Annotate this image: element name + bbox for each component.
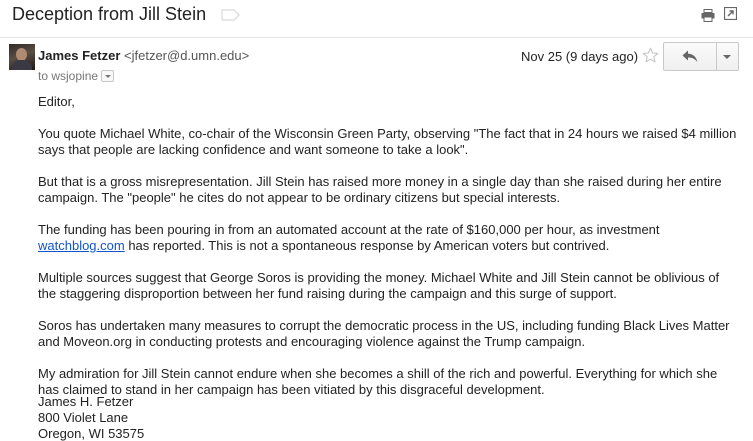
- sender-line: [38, 48, 249, 63]
- email-subject: Deception from Jill Stein: [12, 4, 207, 24]
- reply-icon: [682, 50, 698, 63]
- watchblog-link[interactable]: watchblog.com: [38, 238, 125, 253]
- email-body: [38, 94, 738, 414]
- header-divider: [0, 37, 753, 38]
- reply-button[interactable]: [664, 43, 717, 70]
- star-icon[interactable]: [642, 47, 659, 64]
- body-paragraph-4: Multiple sources suggest that George Soros is providing the money. Michael White and Jill Stein cannot be oblivious of the staggering disproportion between her fund raising during the campaign and this surge of support.: [38, 270, 720, 301]
- recipient-text: to wsjopine: [38, 69, 99, 83]
- subject-bar: [0, 0, 753, 36]
- body-greeting: Editor,: [38, 94, 75, 109]
- avatar-body: [12, 60, 32, 70]
- signature-city: Oregon, WI 53575: [38, 426, 145, 441]
- email-date: Nov 25 (9 days ago): [521, 49, 639, 64]
- body-paragraph-5: Soros has undertaken many measures to corrupt the democratic process in the US, including funding Black Lives Matter and Moveon.org in conducting protests and encouraging violence against the Trump campaign.: [38, 318, 730, 349]
- body-paragraph-3-start: The funding has been pouring in from an automated account at the rate of $160,000 per hour, as investment: [38, 222, 660, 237]
- body-paragraph-2: But that is a gross misrepresentation. Jill Stein has raised more money in a single day than she raised during her entire campaign. The "people" he cites do not appear to be ordinary citizens but special interests.: [38, 174, 722, 205]
- show-details-dropdown[interactable]: [101, 70, 114, 82]
- body-paragraph-3-end: has reported. This is not a spontaneous response by American voters but contrived.: [124, 238, 610, 253]
- label-tag-icon[interactable]: [221, 9, 241, 21]
- body-paragraph-6: My admiration for Jill Stein cannot endure when she becomes a shill of the rich and powerful. Everything for which she has claimed to stand in her campaign has been vitiated by this disgraceful development.: [38, 366, 718, 397]
- open-in-new-window-icon[interactable]: [724, 7, 737, 20]
- reply-button-group: [663, 42, 739, 71]
- sender-email: <jfetzer@d.umn.edu>: [124, 48, 250, 63]
- more-actions-button[interactable]: [717, 43, 738, 70]
- avatar[interactable]: [9, 44, 35, 70]
- body-paragraph-1: You quote Michael White, co-chair of the Wisconsin Green Party, observing "The fact that in 24 hours we raised $4 million says that people are lacking confidence and want someone to take a look".: [38, 126, 737, 157]
- body-paragraph-3: [38, 222, 738, 254]
- signature-street: 800 Violet Lane: [38, 410, 129, 425]
- signature: [38, 394, 144, 441]
- recipient-line: [38, 69, 114, 83]
- print-icon[interactable]: [701, 9, 715, 22]
- sender-name[interactable]: James Fetzer: [38, 48, 121, 63]
- signature-name: James H. Fetzer: [38, 394, 134, 409]
